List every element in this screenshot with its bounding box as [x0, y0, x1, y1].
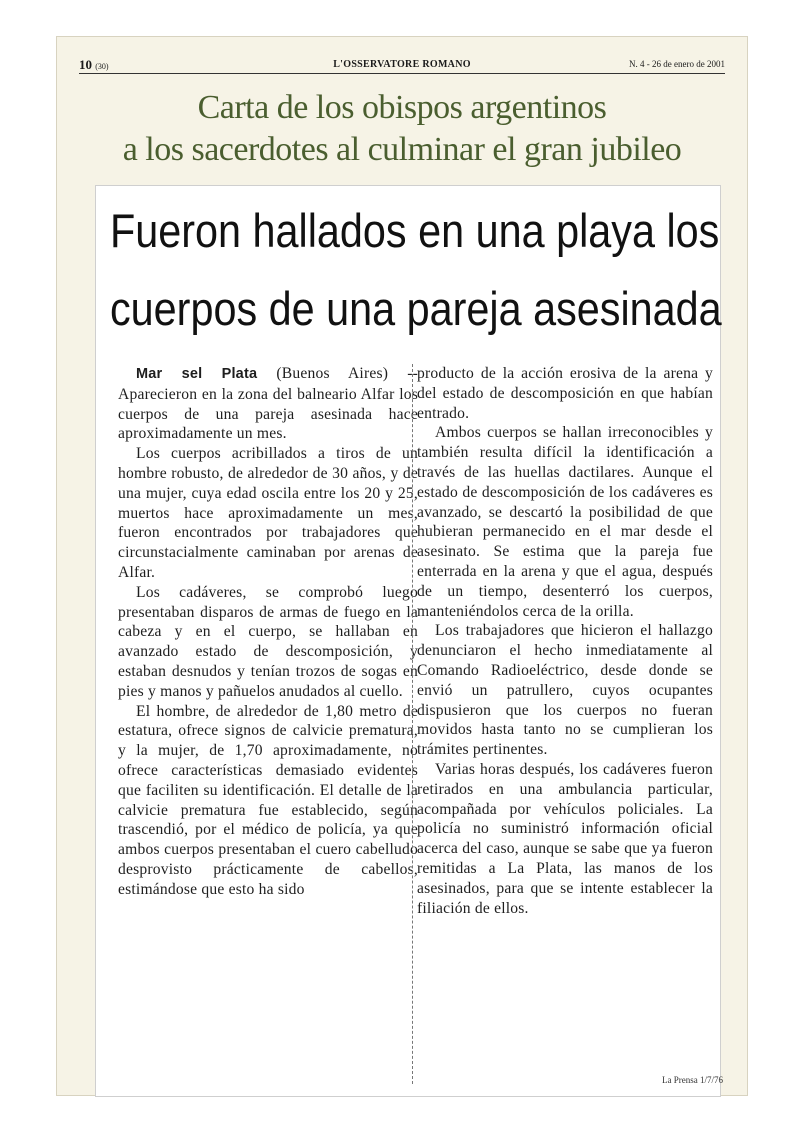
article-column-1 [118, 364, 418, 900]
dateline: Mar sel Plata [136, 366, 258, 382]
source-credit: La Prensa 1/7/76 [662, 1075, 723, 1085]
paragraph: Varias horas después, los cadáveres fueron retirados en una ambulancia particular, acompañada por vehículos policiales. La policía no suministró información oficial acerca del caso, aunque se sabe que ya fueron remitidas a La Plata, las manos de los asesinados, para que se intente establecer la filiación de ellos. [417, 760, 713, 917]
running-head [79, 57, 725, 74]
headline-line-1: Fueron hallados en una playa los [110, 204, 720, 257]
paragraph: Mar sel Plata (Buenos Aires) -- Aparecieron en la zona del balneario Alfar los cuerpos de una pareja asesinada hace aproximadamente un mes. [118, 365, 418, 443]
headline-line-2: cuerpos de una pareja asesinada [110, 282, 722, 335]
paragraph: Los cuerpos acribillados a tiros de un hombre robusto, de alrededor de 30 años, y de una mujer, cuya edad oscila entre los 20 y 25, muertos hace aproximadamente un mes, fueron encontrados por trabajadores que circunstacialmente caminaban por arenas de Alfar. [118, 445, 418, 581]
paragraph: Los trabajadores que hicieron el hallazgo denunciaron el hecho inmediatamente al Comando Radioeléctrico, desde donde se envió un patrullero, cuyos ocupantes dispusieron que los cuerpos no fueran movidos hasta tanto no se cumplieran los trámites pertinentes. [417, 622, 713, 759]
page-title [57, 87, 747, 171]
paragraph: El hombre, de alrededor de 1,80 metro de estatura, ofrece signos de calvicie prematura, y la mujer, de 1,70 aproximadamente, no ofrece características demasiado evidentes que faciliten su identificación. El detalle de la calvicie prematura fue establecido, según trascendió, por el médico de policía, ya que ambos cuerpos presentaban el cuero cabelludo desprovisto prácticamente de cabellos, estimándose que esto ha sido [118, 702, 418, 898]
page-number: 10 (30) [79, 57, 109, 72]
page-title-line-2: a los sacerdotes al culminar el gran jubileo [122, 131, 682, 168]
news-clipping [95, 185, 721, 1097]
newspaper-name: L'OSSERVATORE ROMANO [333, 59, 471, 70]
newspaper-page [56, 36, 748, 1096]
page-title-line-1: Carta de los obispos argentinos [197, 89, 607, 126]
column-divider [412, 364, 413, 1084]
issue-date: N. 4 - 26 de enero de 2001 [629, 59, 725, 69]
paragraph: producto de la acción erosiva de la arena y del estado de descomposición en que habían entrado. [417, 365, 713, 422]
clipping-headline [110, 192, 722, 348]
paragraph: Los cadáveres, se comprobó luego presentaban disparos de armas de fuego en la cabeza y en el cuerpo, se hallaban en avanzado estado de descomposición, y estaban desnudos y tenían trozos de sogas en pies y manos y pañuelos anudados al cuello. [118, 583, 418, 700]
paragraph: Ambos cuerpos se hallan irreconocibles y también resulta difícil la identificación a través de las huellas dactilares. Aunque el estado de descomposición de los cadáveres es avanzado, se descartó la posibilidad de que hubieran permanecido en el mar desde el asesinato. Se estima que la pareja fue enterrada en la arena y que el agua, después de un tiempo, desenterró los cuerpos, manteniéndolos cerca de la orilla. [417, 424, 713, 620]
article-column-2 [417, 364, 713, 918]
